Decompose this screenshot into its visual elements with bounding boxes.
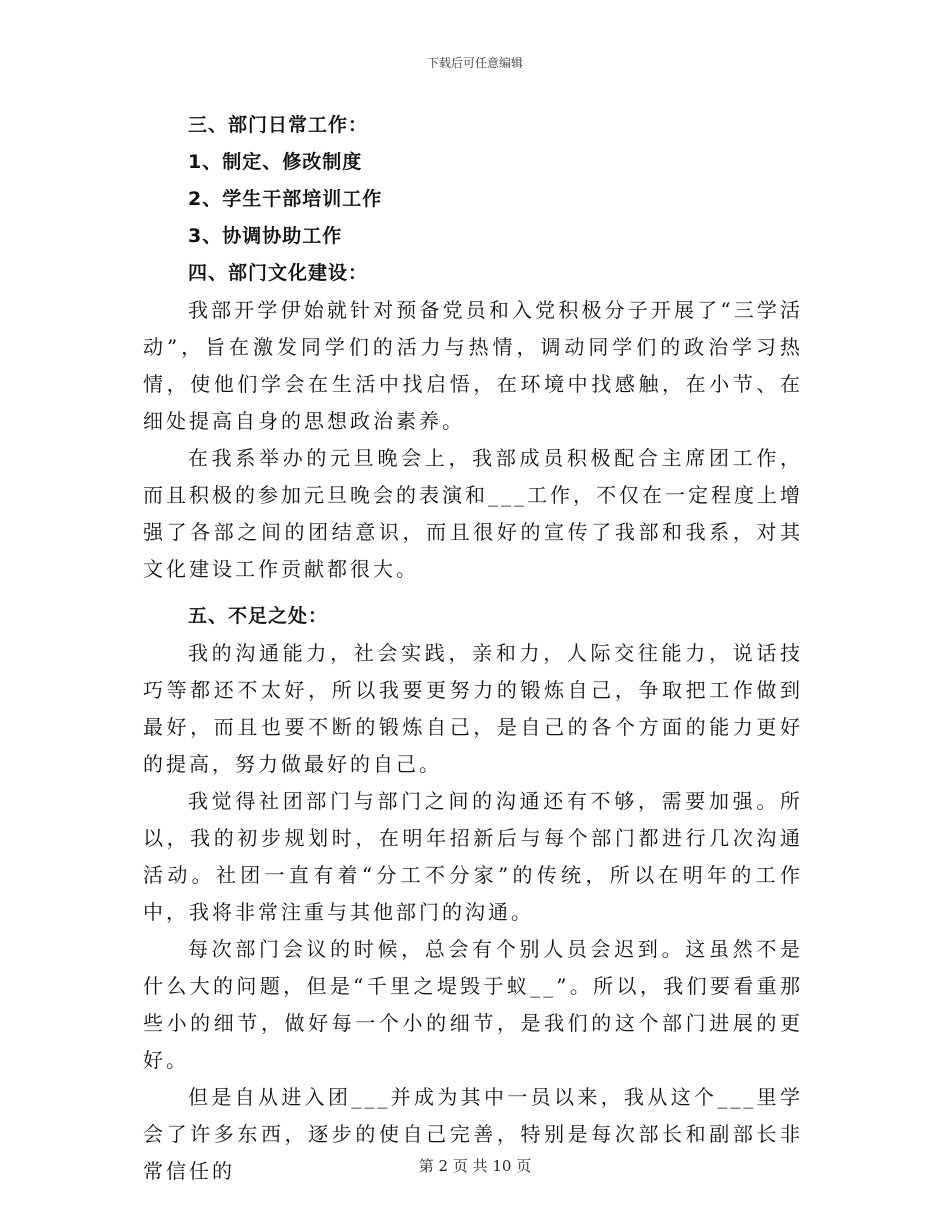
list-item-training: 2、学生干部培训工作	[188, 188, 383, 210]
spacer	[143, 588, 803, 598]
list-item-rules: 1、制定、修改制度	[188, 151, 363, 173]
section-heading-shortcomings: 五、不足之处：	[188, 605, 329, 627]
section-heading-culture: 四、部门文化建设：	[188, 262, 369, 284]
paragraph-shortcomings-3: 每次部门会议的时候，总会有个别人员会迟到。这虽然不是什么大的问题，但是“千里之堤毁于蚁__”。所以，我们要看重那些小的细节，做好每一个小的细节，是我们的这个部门进展的更好。	[143, 937, 803, 1072]
paragraph-shortcomings-1: 我的沟通能力，社会实践，亲和力，人际交往能力，说话技巧等都还不太好，所以我要更努力的锻炼自己，争取把工作做到最好，而且也要不断的锻炼自己，是自己的各个方面的能力更好的提高，努力做最好的自己。	[143, 641, 803, 776]
paragraph-shortcomings-2: 我觉得社团部门与部门之间的沟通还有不够，需要加强。所以，我的初步规划时，在明年招新后与每个部门都进行几次沟通活动。社团一直有着“分工不分家”的传统，所以在明年的工作中，我将非常注重与其他部门的沟通。	[143, 789, 803, 924]
page-number: 第 2 页 共 10 页	[418, 1157, 532, 1175]
paragraph-shortcomings-4: 但是自从进入团___并成为其中一员以来，我从这个___里学会了许多东西，逐步的使自己完善，特别是每次部长和副部长非常信任的	[143, 1085, 803, 1183]
paragraph-culture-1: 我部开学伊始就针对预备党员和入党积极分子开展了“三学活动”，旨在激发同学们的活力与热情，调动同学们的政治学习热情，使他们学会在生活中找启悟，在环境中找感触，在小节、在细处提高自身的思想政治素养。	[143, 298, 803, 433]
paragraph-culture-2: 在我系举办的元旦晚会上，我部成员积极配合主席团工作，而且积极的参加元旦晚会的表演和___工作，不仅在一定程度上增强了各部之间的团结意识，而且很好的宣传了我部和我系，对其文化建设工作贡献都很大。	[143, 446, 803, 581]
document-body	[143, 107, 803, 1190]
section-heading-daily-work: 三、部门日常工作：	[188, 114, 369, 136]
page-header: 下载后可任意编辑	[426, 56, 523, 70]
list-item-coordination: 3、协调协助工作	[188, 225, 343, 247]
